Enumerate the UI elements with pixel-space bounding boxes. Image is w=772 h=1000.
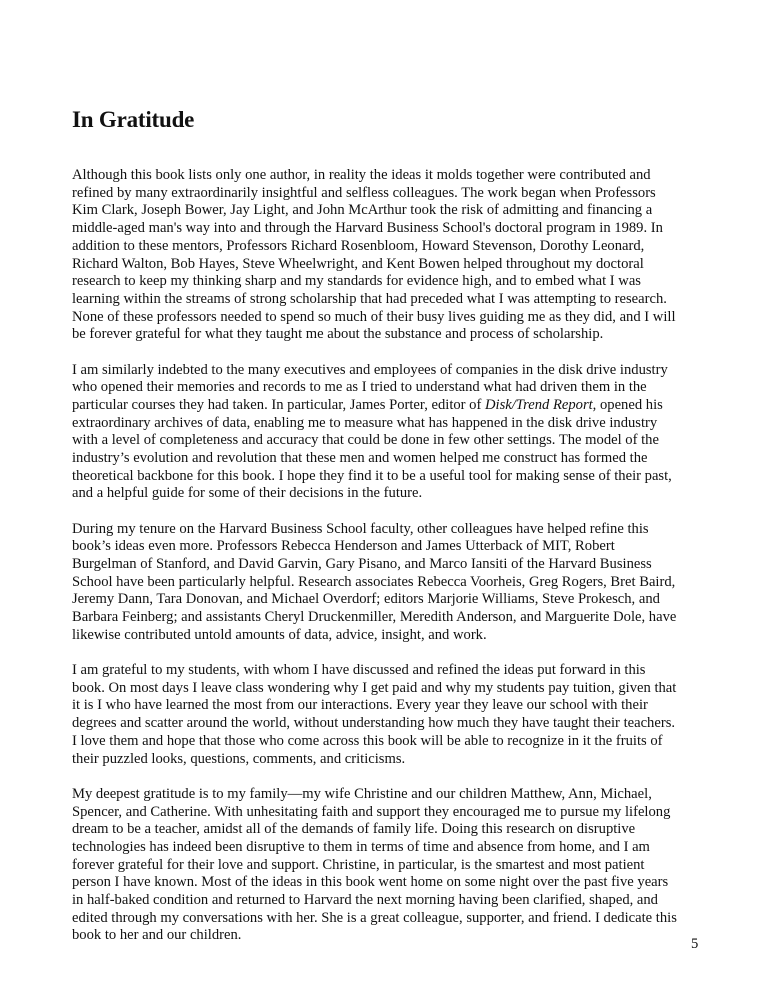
text-line: extraordinary archives of data, enabling me to measure what has happened in the disk drive industry — [72, 414, 658, 431]
paragraph-students — [72, 662, 712, 768]
text-line: research to keep my thinking sharp and my standards for evidence high, and to embed what I was — [72, 273, 641, 290]
text-line: theoretical backbone for this book. I hope they find it to be a useful tool for making sense of their past, — [72, 467, 672, 484]
text-line: likewise contributed untold amounts of data, advice, insight, and work. — [72, 626, 487, 643]
paragraph-colleagues — [72, 521, 712, 645]
text-line: degrees and scatter around the world, without understanding how much they have taught their teachers. — [72, 715, 676, 732]
text-line: Spencer, and Catherine. With unhesitating faith and support they encouraged me to pursue my lifelong — [72, 803, 671, 820]
text-line: industry’s evolution and revolution that these men and women helped me construct has formed the — [72, 450, 648, 467]
text-line: who opened their memories and records to me as I tried to understand what had driven them in the — [72, 379, 647, 396]
text-line: I am similarly indebted to the many executives and employees of companies in the disk drive industry — [72, 361, 668, 378]
text-line: Burgelman of Stanford, and David Garvin, Gary Pisano, and Marco Iansiti of the Harvard Business — [72, 556, 652, 573]
text-line: book’s ideas even more. Professors Rebecca Henderson and James Utterback of MIT, Robert — [72, 538, 615, 555]
text-line: book to her and our children. — [72, 927, 242, 944]
text-line: it is I who have learned the most from our interactions. Every year they leave our school with their — [72, 697, 648, 714]
text-line: their puzzled looks, questions, comments, and criticisms. — [72, 750, 406, 767]
text-line: None of these professors needed to spend so much of their busy lives guiding me as they did, and I will — [72, 308, 676, 325]
text-line: be forever grateful for what they taught me about the substance and process of scholarship. — [72, 326, 604, 343]
text-line: Kim Clark, Joseph Bower, Jay Light, and John McArthur took the risk of admitting and financing a — [72, 202, 653, 219]
text-line: School have been particularly helpful. Research associates Rebecca Voorheis, Greg Rogers, Bret Baird, — [72, 573, 676, 590]
body-text — [72, 167, 712, 963]
text-line: edited through my conversations with her. She is a great colleague, supporter, and friend. I dedicate this — [72, 909, 677, 926]
text-line: in half-baked condition and returned to Harvard the next morning having been clarified, shaped, and — [72, 892, 658, 909]
text-line — [72, 397, 712, 415]
text-line: technologies has indeed been disruptive to them in terms of time and absence from home, and I am — [72, 838, 650, 855]
text-line: learning within the streams of strong scholarship that had preceded what I was attempting to research. — [72, 290, 667, 307]
text-line: During my tenure on the Harvard Business School faculty, other colleagues have helped refine this — [72, 520, 649, 537]
text-line: forever grateful for their love and support. Christine, in particular, is the smartest and most patient — [72, 856, 645, 873]
text-line: My deepest gratitude is to my family—my wife Christine and our children Matthew, Ann, Michael, — [72, 785, 652, 802]
text-line: addition to these mentors, Professors Richard Rosenbloom, Howard Stevenson, Dorothy Leonard, — [72, 237, 645, 254]
text-line: Although this book lists only one author, in reality the ideas it molds together were contributed and — [72, 167, 651, 183]
text-line: refined by many extraordinarily insightful and selfless colleagues. The work began when Professors — [72, 184, 656, 201]
text-line: with a level of completeness and accuracy that could be done in few other settings. The model of the — [72, 432, 659, 449]
paragraph-mentors — [72, 167, 712, 344]
text-line: I am grateful to my students, with whom I have discussed and refined the ideas put forward in this — [72, 662, 646, 679]
page-number: 5 — [691, 936, 699, 952]
page-title: In Gratitude — [72, 107, 195, 132]
paragraph-disk-drive-industry — [72, 362, 712, 504]
text-segment: opened his — [596, 396, 663, 413]
paragraph-family — [72, 786, 712, 945]
text-line: dream to be a teacher, amidst all of the demands of family life. Doing this research on disruptive — [72, 821, 636, 838]
text-line: person I have known. Most of the ideas in this book went home on some night over the past five years — [72, 874, 669, 891]
text-line: book. On most days I leave class wondering why I get paid and why my students pay tuition, given that — [72, 679, 677, 696]
text-line: I love them and hope that those who come across this book will be able to recognize in it the fruits of — [72, 732, 663, 749]
text-line: middle-aged man's way into and through the Harvard Business School's doctoral program in 1989. In — [72, 220, 663, 237]
text-line: Richard Walton, Bob Hayes, Steve Wheelwright, and Kent Bowen helped throughout my doctoral — [72, 255, 644, 272]
text-segment: particular courses they had taken. In particular, James Porter, editor of — [72, 396, 485, 413]
text-line: and a helpful guide for some of their decisions in the future. — [72, 485, 423, 502]
publication-title: Disk/Trend Report, — [484, 396, 597, 413]
text-line: Jeremy Dann, Tara Donovan, and Michael Overdorf; editors Marjorie Williams, Steve Prokesch, and — [72, 591, 660, 608]
text-line: Barbara Feinberg; and assistants Cheryl Druckenmiller, Meredith Anderson, and Marguerite Dole, have — [72, 609, 677, 626]
